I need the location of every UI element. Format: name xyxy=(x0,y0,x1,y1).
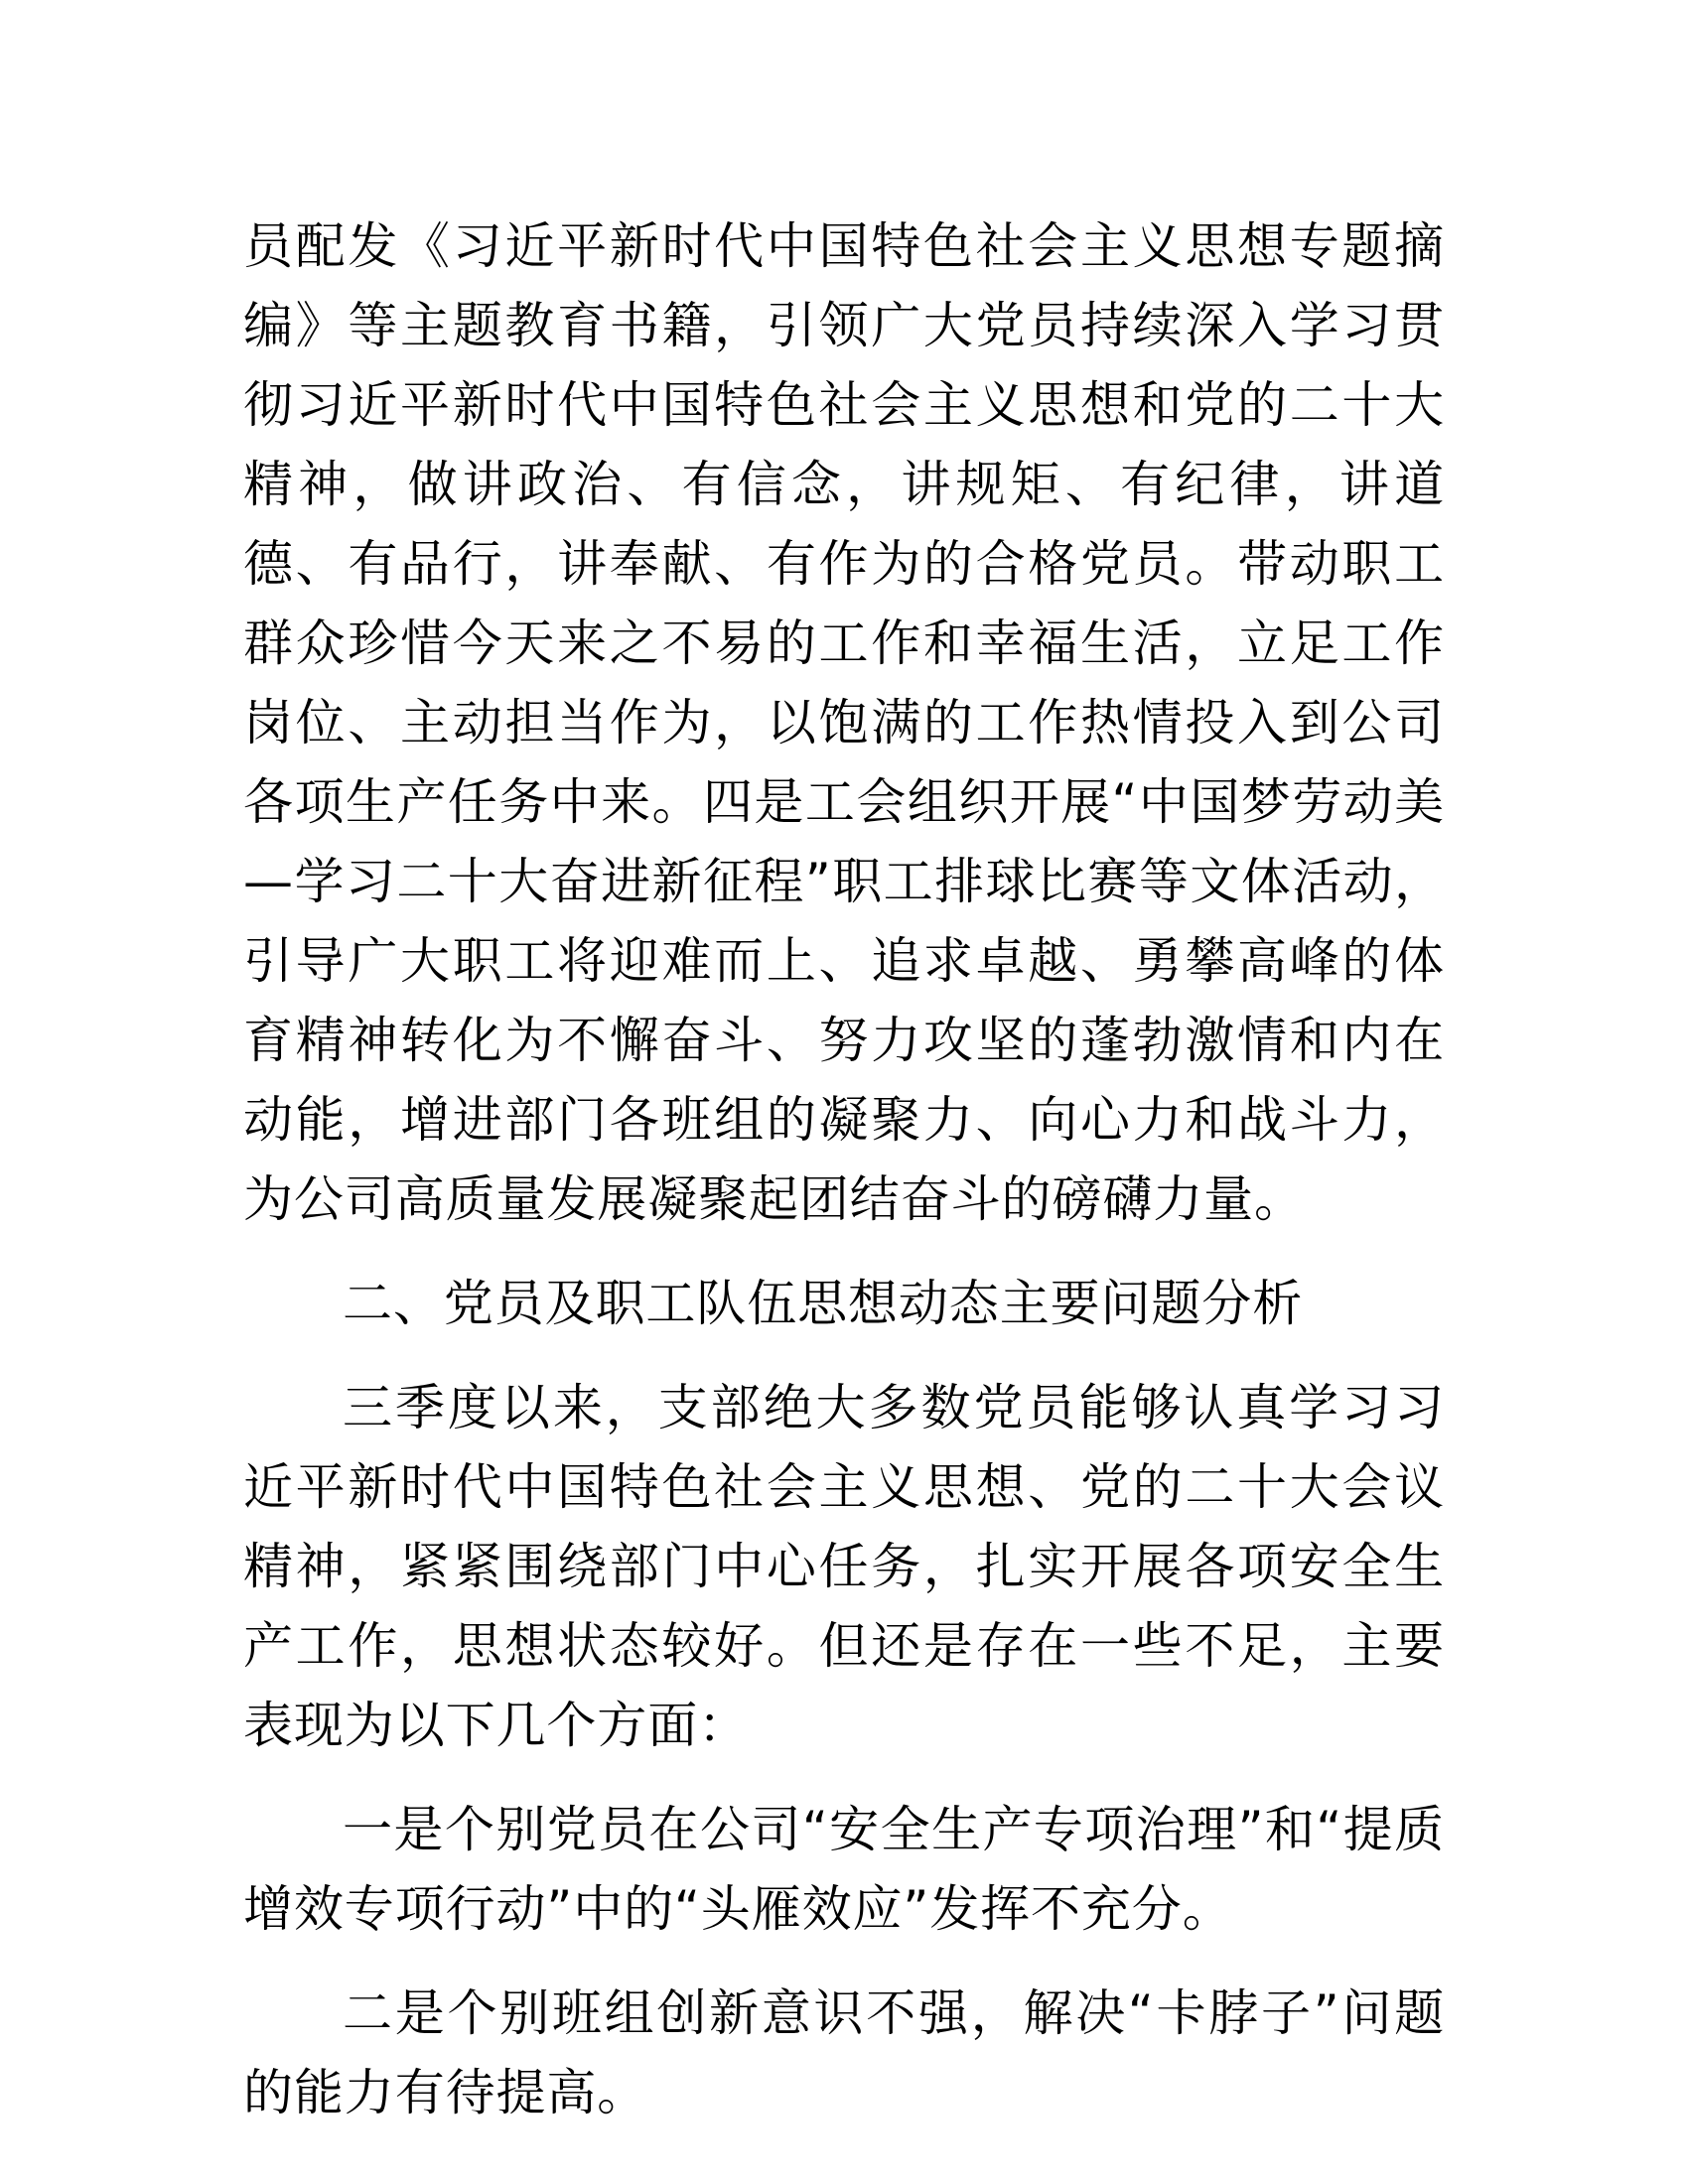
paragraph-analysis: 三季度以来，支部绝大多数党员能够认真学习习近平新时代中国特色社会主义思想、党的二十大会议精神，紧紧围绕部门中心任务，扎实开展各项安全生产工作，思想状态较好。但还是存在一些不足，主要表现为以下几个方面： xyxy=(243,1379,1445,1754)
paragraph-issue-1: 一是个别党员在公司“安全生产专项治理”和“提质增效专项行动”中的“头雁效应”发挥不充分。 xyxy=(243,1801,1445,1938)
section-heading: 二、党员及职工队伍思想动态主要问题分析 xyxy=(343,1275,1304,1332)
document-page xyxy=(243,206,1445,2132)
paragraph-continued: 员配发《习近平新时代中国特色社会主义思想专题摘编》等主题教育书籍，引领广大党员持续深入学习贯彻习近平新时代中国特色社会主义思想和党的二十大精神，做讲政治、有信念，讲规矩、有纪律，讲道德、有品行，讲奉献、有作为的合格党员。带动职工群众珍惜今天来之不易的工作和幸福生活，立足工作岗位、主动担当作为，以饱满的工作热情投入到公司各项生产任务中来。四是工会组织开展“中国梦劳动美—学习二十大奋进新征程”职工排球比赛等文体活动，引导广大职工将迎难而上、追求卓越、勇攀高峰的体育精神转化为不懈奋斗、努力攻坚的蓬勃激情和内在动能，增进部门各班组的凝聚力、向心力和战斗力，为公司高质量发展凝聚起团结奋斗的磅礴力量。 xyxy=(243,217,1445,1228)
paragraph-issue-2: 二是个别班组创新意识不强，解决“卡脖子”问题的能力有待提高。 xyxy=(243,1984,1445,2121)
